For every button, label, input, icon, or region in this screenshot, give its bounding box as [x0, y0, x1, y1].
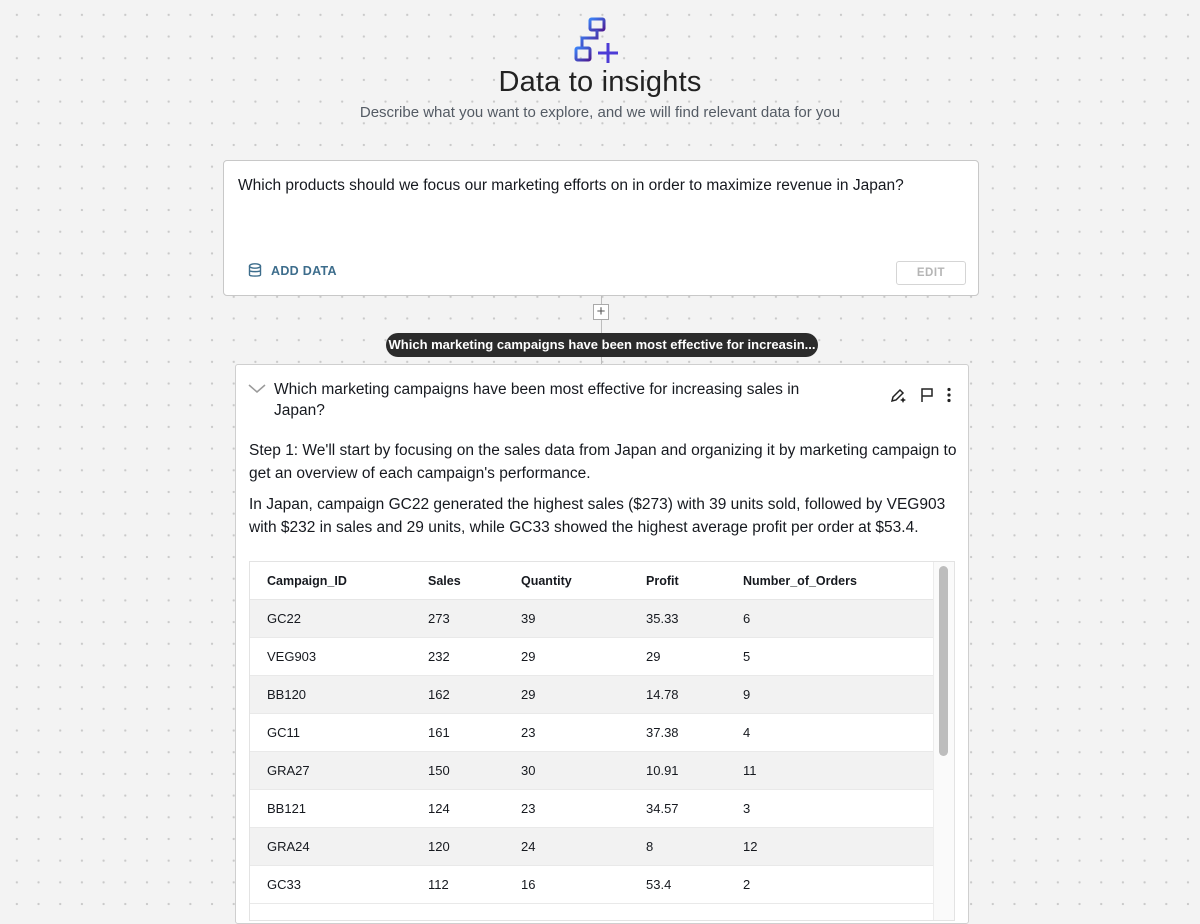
table-cell: GC22 — [250, 600, 411, 638]
table-cell: 161 — [411, 714, 504, 752]
database-icon — [248, 263, 262, 278]
column-header[interactable]: Campaign_ID — [250, 562, 411, 600]
page-title: Data to insights — [498, 66, 702, 98]
table-cell: BB120 — [250, 676, 411, 714]
table-cell: 9 — [726, 676, 936, 714]
table-cell: 37.38 — [629, 714, 726, 752]
column-header[interactable]: Quantity — [504, 562, 629, 600]
prompt-question[interactable]: Which products should we focus our marketing efforts on in order to maximize revenue in Japan? — [238, 177, 904, 194]
column-header[interactable]: Number_of_Orders — [726, 562, 936, 600]
prompt-card — [223, 160, 979, 296]
table-cell: 6 — [726, 600, 936, 638]
table-cell: BB121 — [250, 790, 411, 828]
edit-button[interactable]: EDIT — [896, 261, 966, 285]
table-cell: 34.57 — [629, 790, 726, 828]
table-row — [250, 676, 936, 714]
result-title: Which marketing campaigns have been most effective for increasing sales in Japan? — [274, 381, 800, 419]
table-cell: 8 — [629, 828, 726, 866]
table-row — [250, 828, 936, 866]
table-cell: GC33 — [250, 866, 411, 904]
edit-sparkle-icon[interactable] — [890, 387, 908, 403]
table-cell: VEG903 — [250, 638, 411, 676]
add-data-button[interactable] — [248, 263, 337, 278]
table-cell: 29 — [629, 638, 726, 676]
question-pill[interactable]: Which marketing campaigns have been most effective for increasin... — [386, 333, 818, 357]
column-header[interactable]: Profit — [629, 562, 726, 600]
table-scrollbar[interactable] — [933, 562, 954, 920]
table-cell: 24 — [504, 828, 629, 866]
table-cell: 11 — [726, 752, 936, 790]
table-cell: 232 — [411, 638, 504, 676]
table-cell: 5 — [726, 638, 936, 676]
table-row — [250, 638, 936, 676]
table-cell: 120 — [411, 828, 504, 866]
results-table — [249, 561, 955, 921]
more-vertical-icon[interactable] — [946, 387, 952, 403]
table-cell: 3 — [726, 790, 936, 828]
table-cell: 16 — [504, 866, 629, 904]
result-actions — [890, 387, 952, 403]
table-cell: 124 — [411, 790, 504, 828]
table-cell: GC11 — [250, 714, 411, 752]
table-row — [250, 752, 936, 790]
table-cell: 112 — [411, 866, 504, 904]
flag-icon[interactable] — [920, 387, 934, 403]
table-cell: 23 — [504, 790, 629, 828]
table-row — [250, 714, 936, 752]
table-cell: 273 — [411, 600, 504, 638]
add-data-label: ADD DATA — [271, 263, 337, 278]
table-cell: 12 — [726, 828, 936, 866]
table-cell: 10.91 — [629, 752, 726, 790]
column-header[interactable]: Sales — [411, 562, 504, 600]
result-card — [235, 364, 969, 924]
table-cell: 2 — [726, 866, 936, 904]
table-row — [250, 866, 936, 904]
table-cell: 39 — [504, 600, 629, 638]
scrollbar-thumb[interactable] — [939, 566, 948, 756]
table-cell: 150 — [411, 752, 504, 790]
table-cell: GRA24 — [250, 828, 411, 866]
add-step-button[interactable]: + — [593, 304, 609, 320]
table-cell: 35.33 — [629, 600, 726, 638]
table-cell: 162 — [411, 676, 504, 714]
table-row — [250, 790, 936, 828]
flow-diagram-plus-icon — [572, 16, 624, 66]
summary-text: In Japan, campaign GC22 generated the highest sales ($273) with 39 units sold, followed by VEG903 with $232 in sales and 29 units, while GC33 showed the highest average profit per order at $53.4. — [249, 496, 946, 536]
table-cell: 53.4 — [629, 866, 726, 904]
table-cell: 23 — [504, 714, 629, 752]
page-subtitle: Describe what you want to explore, and we will find relevant data for you — [359, 104, 841, 121]
table-cell: 29 — [504, 676, 629, 714]
table-cell: GRA27 — [250, 752, 411, 790]
table-header-row — [250, 562, 936, 600]
table-cell: 30 — [504, 752, 629, 790]
table-cell: 29 — [504, 638, 629, 676]
table-cell: 14.78 — [629, 676, 726, 714]
step-description: Step 1: We'll start by focusing on the sales data from Japan and organizing it by marketing campaign to get an overview of each campaign's performance. — [249, 442, 957, 482]
chevron-down-icon[interactable] — [248, 383, 266, 395]
table-row — [250, 600, 936, 638]
table-cell: 4 — [726, 714, 936, 752]
